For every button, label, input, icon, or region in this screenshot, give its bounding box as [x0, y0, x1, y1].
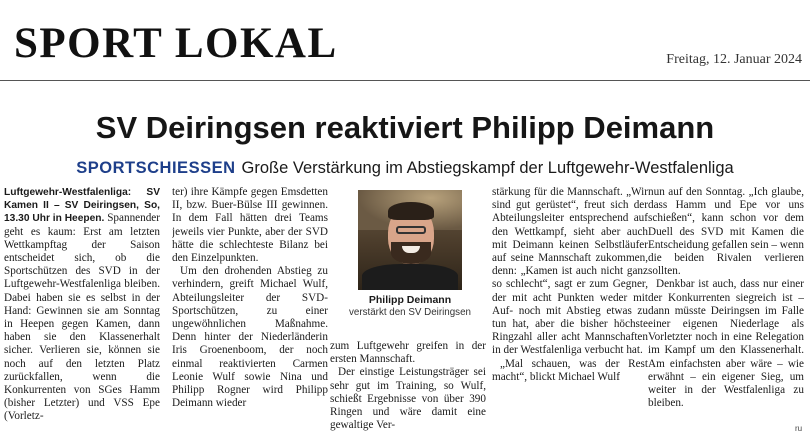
column-1-paragraph: [4, 186, 160, 424]
column-3-paragraph-1: zum Luftgewehr greifen in der ersten Mannschaft.: [330, 340, 486, 366]
photo-caption: verstärkt den SV Deiringsen: [349, 307, 471, 318]
article-column-5: [648, 186, 804, 436]
column-2-paragraph-2: Um den drohenden Abstieg zu verhindern, greift Michael Wulf, Abteilungsleiter der SVD-Sportschützen, zu einer ungewöhnlichen Maßnahme. Denn hinter der Niederländerin Iris Groenenboom, der noch einmal reaktivierten Carmen Leonie Wulf sowie Nina und Philipp Rogner wird Philipp Deimann wieder: [172, 265, 328, 410]
photo-glasses: [396, 226, 426, 234]
article-subheadline: [0, 160, 810, 177]
author-initials: ru: [795, 424, 803, 433]
section-kicker: SPORTSCHIESSEN: [76, 159, 236, 177]
article-headline: SV Deiringsen reaktiviert Philipp Deimann: [95, 110, 715, 145]
article-lead: Luftgewehr-Westfalenliga: SV Kamen II – SV Deiringsen, So, 13.30 Uhr in Heepen.: [4, 187, 160, 225]
column-3-paragraph-2: Der einstige Leistungsträger sei sehr gut im Training, so Wulf, schießt Ergebnisse von über 390 Ringen und wäre damit eine gewaltige Ver-: [330, 366, 486, 432]
subheadline-text: Große Verstärkung im Abstiegskampf der Luftgewehr-Westfalenliga: [241, 159, 734, 177]
column-1-text: Spannender geht es kaum: Erst am letzten Wettkampftag der Saison entscheidet sich, ob die Sportschützen des SVD in der Luftgewehr-Westfalenliga bleiben. Dabei haben sie es selbst in der Hand: Gewinnen sie am Sonntag in Heepen gegen Kamen, dann haben sie den Klassenerhalt sicher. Verlieren sie, können sie noch auf den letzten Platz zurückfallen, wenn die Konkurrenten von SGes Hamm (bisher Letzter) und VSS Epe (Vorletz-: [4, 212, 160, 423]
column-4-paragraph-1: stärkung für die Mannschaft. „Wir sind gut gerüstet“, freut sich der Abteilungsleiter entsprechend auf den Wettkampf, sieht aber auch mit Deimann keinen Selbstläufer auf seine Mannschaft zukommen, denn: „Kamen ist auch nicht ganz so schlecht“, sagt er zum Gegner, der mit acht Punkten weder mit Auf- noch mit Abstieg etwas zu tun hat, aber die bisher höchste Ringzahl aller acht Mannschaften in der Westfalenliga verbucht hat.: [492, 186, 648, 357]
photo-name: Philipp Deimann: [368, 294, 452, 306]
masthead: [0, 0, 810, 81]
column-4-paragraph-2: „Mal schauen, was der Rest macht“, blickt Michael Wulf: [492, 357, 648, 383]
player-photo: [358, 190, 462, 290]
article-column-3: [330, 340, 486, 436]
issue-date: Freitag, 12. Januar 2024: [666, 52, 802, 67]
column-5-paragraph-2: Denkbar ist auch, dass nur einer der Konkurrenten siegreich ist – dann müsste Deiringsen im Falle einer eigenen Niederlage als Vorletzter noch in eine Relegation im Kampf um den Klassenerhalt. Am einfachsten aber wäre – wie erwähnt – ein eigener Sieg, um weiter in der Westfalenliga zu bleiben.: [648, 278, 804, 410]
column-2-paragraph-1: ter) ihre Kämpfe gegen Emsdetten II, bzw. Buer-Bülse III gewinnen. In dem Fall hätten drei Teams jeweils vier Punkte, aber der SVD hätte die schlechteste Bilanz bei den Einzelpunkten.: [172, 186, 328, 265]
section-title: SPORT LOKAL: [14, 20, 338, 67]
photo-shirt: [362, 264, 458, 290]
photo-hair: [388, 202, 434, 220]
column-5-paragraph-1: nun auf den Sonntag. „Ich glaube, dass Hamm und Epe vor uns schießen“, kann schon vor dem Duell des SVD mit Kamen die Entscheidung gefallen sein – wenn die beiden Rivalen verlieren sollten.: [648, 186, 804, 278]
article-column-4: [492, 186, 648, 436]
article-column-2: [172, 186, 328, 436]
article-column-1: [4, 186, 160, 436]
